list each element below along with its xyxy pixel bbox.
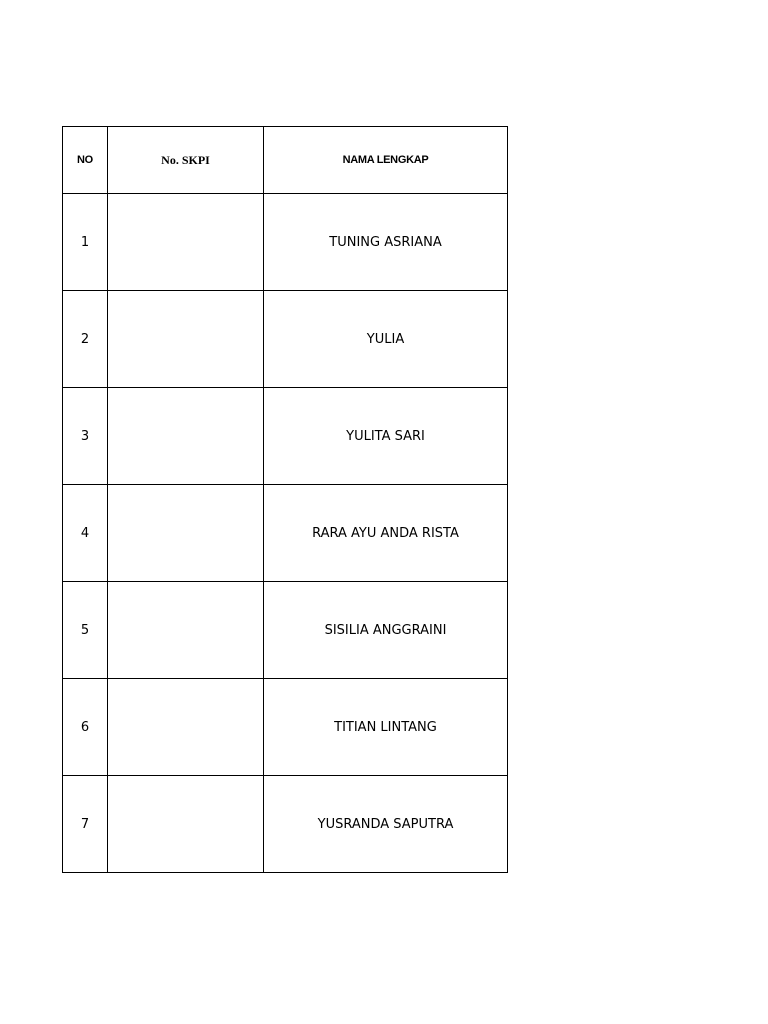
header-skpi-number: No. SKPI bbox=[108, 127, 264, 194]
row-number: 4 bbox=[63, 485, 108, 582]
table-row bbox=[63, 485, 508, 582]
row-skpi-number bbox=[108, 291, 264, 388]
row-number: 3 bbox=[63, 388, 108, 485]
row-skpi-number bbox=[108, 776, 264, 873]
student-roster-table bbox=[62, 126, 508, 873]
row-number: 1 bbox=[63, 194, 108, 291]
row-skpi-number bbox=[108, 194, 264, 291]
row-full-name: YULITA SARI bbox=[264, 388, 508, 485]
table-row bbox=[63, 582, 508, 679]
row-full-name: RARA AYU ANDA RISTA bbox=[264, 485, 508, 582]
row-full-name: TITIAN LINTANG bbox=[264, 679, 508, 776]
row-skpi-number bbox=[108, 679, 264, 776]
row-skpi-number bbox=[108, 582, 264, 679]
table-row bbox=[63, 291, 508, 388]
table-row bbox=[63, 776, 508, 873]
table-header-row bbox=[63, 127, 508, 194]
row-full-name: YULIA bbox=[264, 291, 508, 388]
row-skpi-number bbox=[108, 485, 264, 582]
row-number: 5 bbox=[63, 582, 108, 679]
table-row bbox=[63, 679, 508, 776]
row-full-name: SISILIA ANGGRAINI bbox=[264, 582, 508, 679]
row-full-name: TUNING ASRIANA bbox=[264, 194, 508, 291]
row-number: 2 bbox=[63, 291, 108, 388]
header-no: NO bbox=[63, 127, 108, 194]
row-skpi-number bbox=[108, 388, 264, 485]
table-row bbox=[63, 388, 508, 485]
header-full-name: NAMA LENGKAP bbox=[264, 127, 508, 194]
row-number: 7 bbox=[63, 776, 108, 873]
row-full-name: YUSRANDA SAPUTRA bbox=[264, 776, 508, 873]
row-number: 6 bbox=[63, 679, 108, 776]
table-row bbox=[63, 194, 508, 291]
